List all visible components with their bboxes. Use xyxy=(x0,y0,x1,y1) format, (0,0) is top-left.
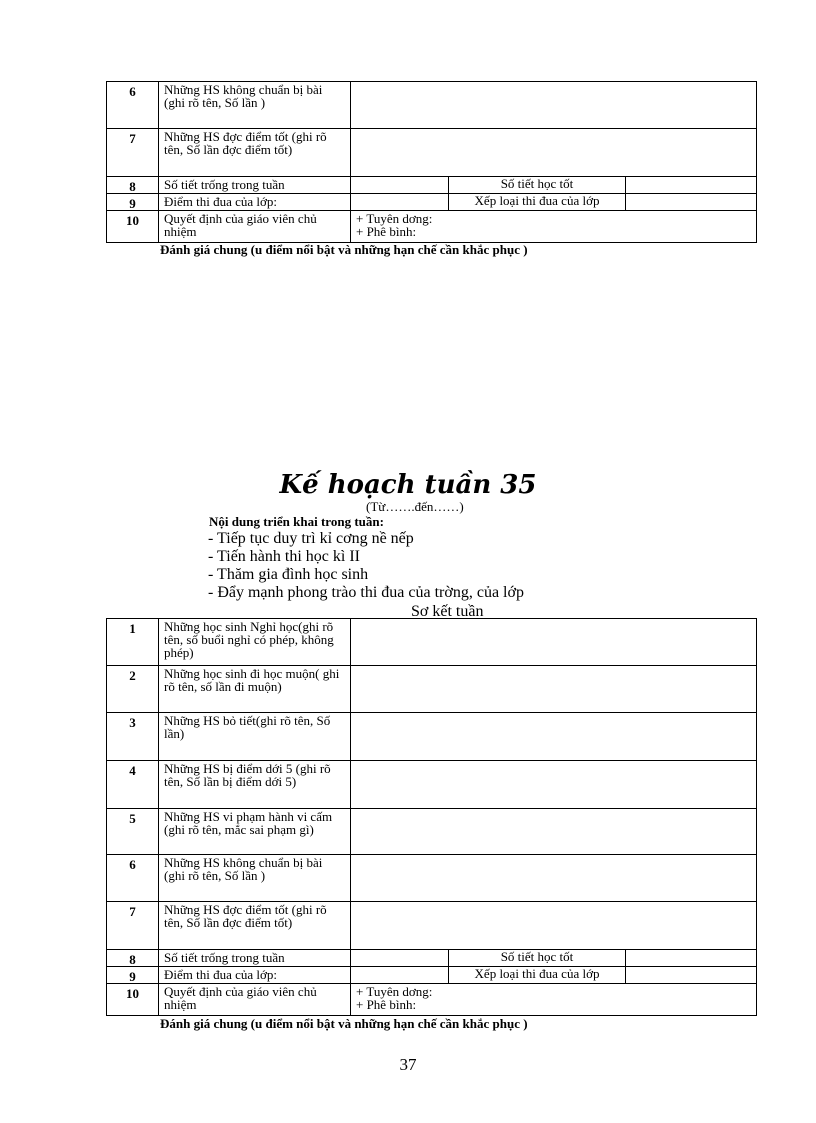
row-number: 7 xyxy=(107,902,159,950)
table-row xyxy=(107,809,757,855)
row-label: Điểm thi đua của lớp: xyxy=(159,194,351,211)
praise-label: + Tuyên dơng: xyxy=(356,984,433,999)
praise-label: + Tuyên dơng: xyxy=(356,211,433,226)
good-periods-label: Số tiết học tốt xyxy=(449,950,626,967)
table-row xyxy=(107,902,757,950)
row-number: 5 xyxy=(107,809,159,855)
empty-periods-cell[interactable] xyxy=(351,950,449,967)
row-number: 1 xyxy=(107,619,159,666)
table-row xyxy=(107,177,757,194)
empty-periods-cell[interactable] xyxy=(351,177,449,194)
table-row xyxy=(107,984,757,1016)
list-item: - Thăm gia đình học sinh xyxy=(208,566,369,583)
row-label: Quyết định của giáo viên chủ nhiệm xyxy=(159,984,351,1016)
general-assessment: Đánh giá chung (u điểm nổi bật và những hạn chế cần khắc phục ) xyxy=(160,1016,528,1031)
table-row xyxy=(107,713,757,761)
row-number: 9 xyxy=(107,967,159,984)
class-score-cell[interactable] xyxy=(351,967,449,984)
general-assessment: Đánh giá chung (u điểm nổi bật và những hạn chế cần khắc phục ) xyxy=(160,242,528,257)
summary-table xyxy=(106,618,757,1016)
row-number: 9 xyxy=(107,194,159,211)
row-content-cell[interactable] xyxy=(351,809,757,855)
row-number: 2 xyxy=(107,666,159,713)
row-label: Những HS đợc điểm tốt (ghi rõ tên, Số lần đợc điểm tốt) xyxy=(159,902,351,950)
row-content-cell[interactable] xyxy=(351,129,757,177)
class-rank-label: Xếp loại thi đua của lớp xyxy=(449,194,626,211)
period-range: (Từ…….đến……) xyxy=(366,499,464,514)
page-title: Kế hoạch tuần 35 xyxy=(279,470,537,500)
page-number: 37 xyxy=(399,1055,417,1074)
list-item: - Tiến hành thi học kì II xyxy=(208,548,360,565)
row-content-cell[interactable] xyxy=(351,855,757,902)
row-number: 6 xyxy=(107,855,159,902)
row-label: Những HS bị điểm dới 5 (ghi rõ tên, Số lần bị điểm dới 5) xyxy=(159,761,351,809)
row-content-cell[interactable] xyxy=(351,82,757,129)
deployment-list xyxy=(208,530,524,602)
class-rank-label: Xếp loại thi đua của lớp xyxy=(449,967,626,984)
top-table xyxy=(106,81,757,243)
row-number: 3 xyxy=(107,713,159,761)
table-row xyxy=(107,211,757,243)
row-content-cell[interactable] xyxy=(351,902,757,950)
row-label: Những học sinh đi học muộn( ghi rõ tên, số lần đi muộn) xyxy=(159,666,351,713)
table-row xyxy=(107,619,757,666)
row-content-cell[interactable] xyxy=(351,761,757,809)
class-rank-cell[interactable] xyxy=(626,967,757,984)
row-label: Điểm thi đua của lớp: xyxy=(159,967,351,984)
good-periods-label: Số tiết học tốt xyxy=(449,177,626,194)
table-row xyxy=(107,761,757,809)
row-label: Những HS không chuẩn bị bài (ghi rõ tên, Số lần ) xyxy=(159,855,351,902)
row-label: Quyết định của giáo viên chủ nhiệm xyxy=(159,211,351,243)
row-number: 10 xyxy=(107,984,159,1016)
list-item: - Tiếp tục duy trì kỉ cơng nề nếp xyxy=(208,530,414,547)
table-row xyxy=(107,194,757,211)
row-label: Những HS đợc điểm tốt (ghi rõ tên, Số lần đợc điểm tốt) xyxy=(159,129,351,177)
row-content-cell[interactable] xyxy=(351,666,757,713)
table-row xyxy=(107,950,757,967)
row-label: Số tiết trống trong tuần xyxy=(159,950,351,967)
good-periods-cell[interactable] xyxy=(626,950,757,967)
criticism-label: + Phê bình: xyxy=(356,997,417,1012)
row-content-cell[interactable] xyxy=(351,713,757,761)
criticism-label: + Phê bình: xyxy=(356,224,417,239)
table-row xyxy=(107,967,757,984)
row-label: Những HS bỏ tiết(ghi rõ tên, Số lần) xyxy=(159,713,351,761)
row-label: Những HS vi phạm hành vi cấm (ghi rõ tên, mắc sai phạm gì) xyxy=(159,809,351,855)
class-score-cell[interactable] xyxy=(351,194,449,211)
row-content-cell[interactable] xyxy=(351,619,757,666)
row-number: 7 xyxy=(107,129,159,177)
row-number: 4 xyxy=(107,761,159,809)
row-label: Những học sinh Nghỉ học(ghi rõ tên, số buổi nghỉ có phép, không phép) xyxy=(159,619,351,666)
row-label: Những HS không chuẩn bị bài (ghi rõ tên, Số lần ) xyxy=(159,82,351,129)
row-number: 8 xyxy=(107,950,159,967)
deployment-heading: Nội dung triển khai trong tuần: xyxy=(209,514,384,529)
row-number: 10 xyxy=(107,211,159,243)
list-item: - Đẩy mạnh phong trào thi đua của trờng, của lớp xyxy=(208,584,524,601)
class-rank-cell[interactable] xyxy=(626,194,757,211)
decision-cell[interactable] xyxy=(351,984,757,1016)
row-number: 6 xyxy=(107,82,159,129)
table-row xyxy=(107,666,757,713)
decision-cell[interactable] xyxy=(351,211,757,243)
table-row xyxy=(107,129,757,177)
summary-heading: Sơ kết tuần xyxy=(411,603,484,620)
table-row xyxy=(107,855,757,902)
good-periods-cell[interactable] xyxy=(626,177,757,194)
row-number: 8 xyxy=(107,177,159,194)
row-label: Số tiết trống trong tuần xyxy=(159,177,351,194)
table-row xyxy=(107,82,757,129)
